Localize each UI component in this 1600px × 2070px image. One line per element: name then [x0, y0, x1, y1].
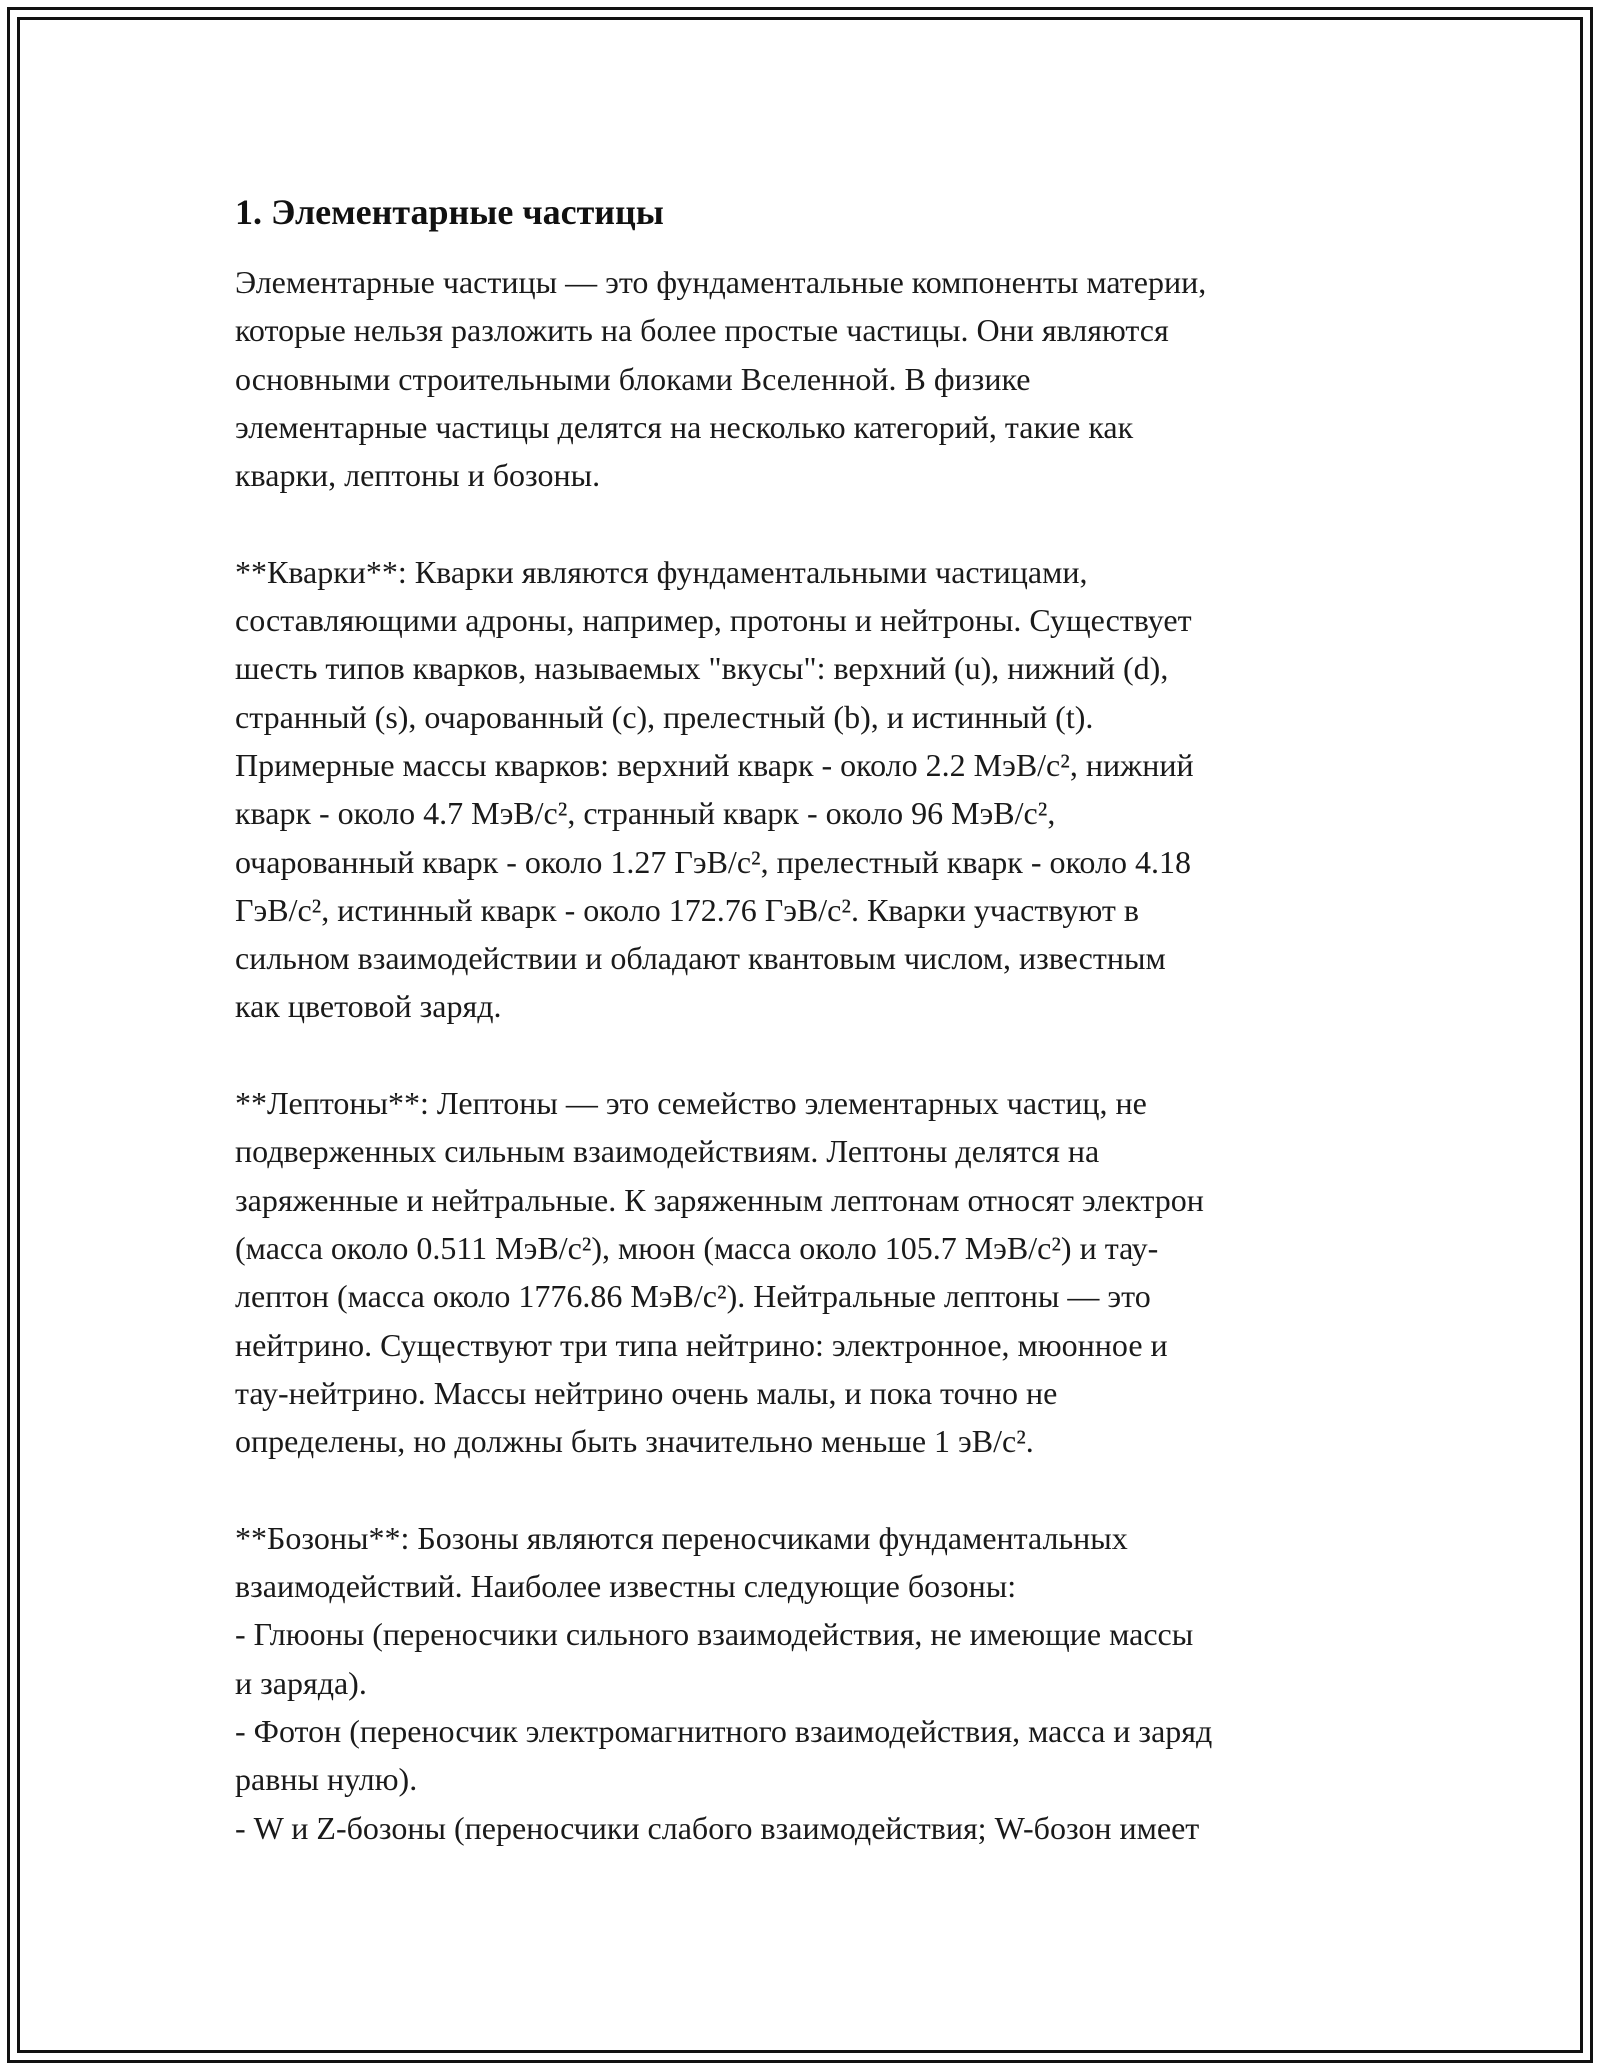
document-content	[235, 188, 1375, 1852]
body-text: Элементарные частицы — это фундаментальные компоненты материи, которые нельзя разложить на более простые частицы. Они являются основными строительными блоками Вселенной. В физике элементарные частицы делятся на несколько категорий, такие как кварки, лептоны и бозоны. **Кварки**: Кварки являются фундаментальными частицами, составляющими адроны, например, протоны и нейтроны. Существует шесть типов кварков, называемых "вкусы": верхний (u), нижний (d), странный (s), очарованный (c), прелестный (b), и истинный (t). Примерные массы кварков: верхний кварк - около 2.2 МэВ/c², нижний кварк - около 4.7 МэВ/c², странный кварк - около 96 МэВ/c², очарованный кварк - около 1.27 ГэВ/c², прелестный кварк - около 4.18 ГэВ/c², истинный кварк - около 172.76 ГэВ/c². Кварки участвуют в сильном взаимодействии и обладают квантовым числом, известным как цветовой заряд. **Лептоны**: Лептоны — это семейство элементарных частиц, не подверженных сильным взаимодействиям. Лептоны делятся на заряженные и нейтральные. К заряженным лептонам относят электрон (масса около 0.511 МэВ/c²), мюон (масса около 105.7 МэВ/c²) и тау- лептон (масса около 1776.86 МэВ/c²). Нейтральные лептоны — это нейтрино. Существуют три типа нейтрино: электронное, мюонное и тау-нейтрино. Массы нейтрино очень малы, и пока точно не определены, но должны быть значительно меньше 1 эВ/c². **Бозоны**: Бозоны являются переносчиками фундаментальных взаимодействий. Наиболее известны следующие бозоны: - Глюоны (переносчики сильного взаимодействия, не имеющие массы и заряда). - Фотон (переносчик электромагнитного взаимодействия, масса и заряд равны нулю). - W и Z-бозоны (переносчики слабого взаимодействия; W-бозон имеет	[235, 264, 1213, 1846]
section-heading: 1. Элементарные частицы	[235, 192, 664, 232]
